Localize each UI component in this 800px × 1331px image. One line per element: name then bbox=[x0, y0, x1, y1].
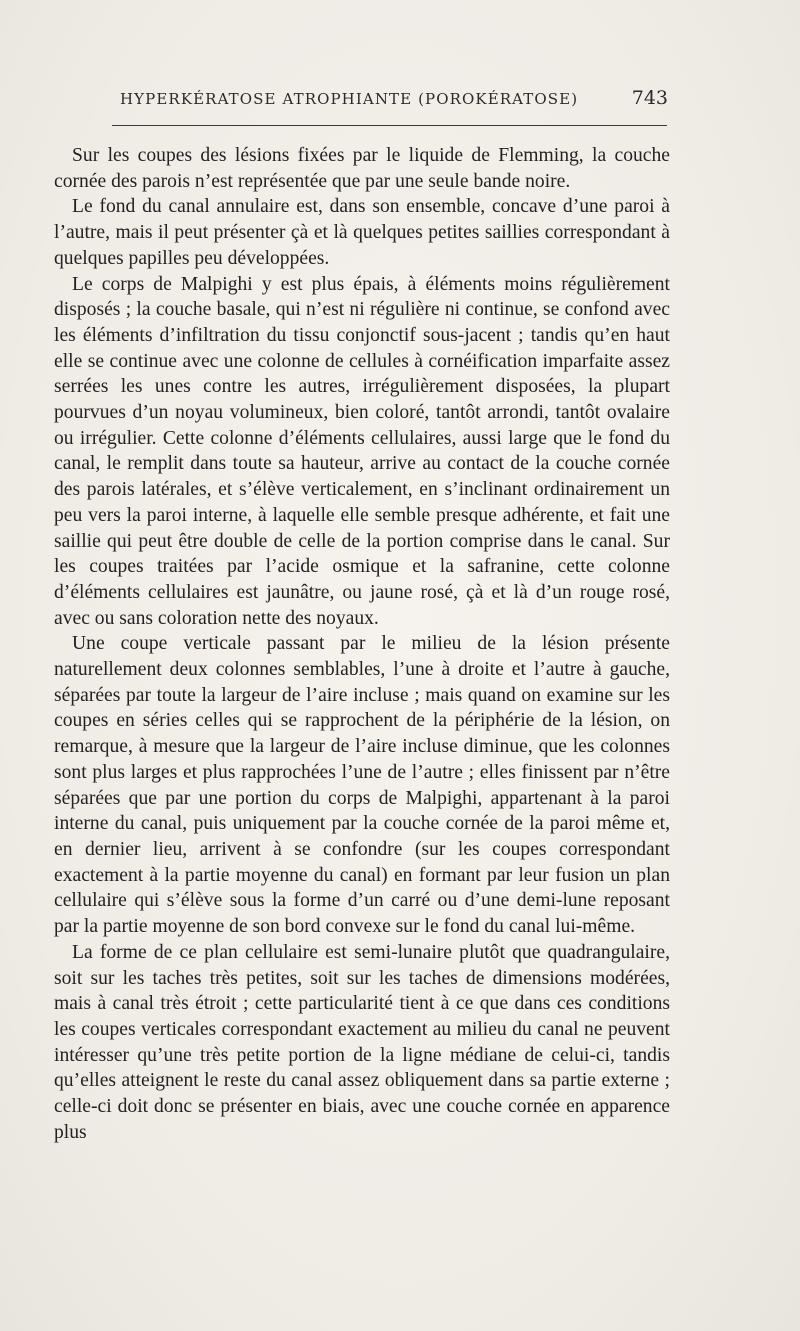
body-text bbox=[54, 143, 670, 1145]
paragraph-3: Le corps de Malpighi y est plus épais, à éléments moins régulièrement disposés ; la couche basale, qui n’est ni régulière ni continue, se confond avec les éléments d’infiltration du tissu conjonctif sous-jacent ; tandis qu’en haut elle se continue avec une colonne de cellules à cornéification imparfaite assez serrées les unes contre les autres, irrégulièrement disposées, la plupart pourvues d’un noyau volumineux, bien coloré, tantôt arrondi, tantôt ovalaire ou irrégulier. Cette colonne d’éléments cellulaires, aussi large que le fond du canal, le remplit dans toute sa hauteur, arrive au contact de la couche cornée des parois latérales, et s’élève verticalement, en s’inclinant ordinairement un peu vers la paroi interne, à laquelle elle semble presque adhérente, et fait une saillie qui peut être double de celle de la portion comprise dans le canal. Sur les coupes traitées par l’acide osmique et la safranine, cette colonne d’éléments cellulaires est jaunâtre, ou jaune rosé, çà et là d’un rouge rosé, avec ou sans coloration nette des noyaux. bbox=[54, 273, 670, 629]
paragraph-1: Sur les coupes des lésions fixées par le liquide de Flemming, la couche cornée des parois n’est représentée que par une seule bande noire. bbox=[54, 145, 670, 192]
paragraph-5: La forme de ce plan cellulaire est semi-lunaire plutôt que quadrangulaire, soit sur les taches très petites, soit sur les taches de dimensions modérées, mais à canal très étroit ; cette particularité tient à ce que dans ces conditions les coupes verticales correspondant exactement au milieu du canal ne peuvent intéresser qu’une très petite portion de la ligne médiane de celui-ci, tandis qu’elles atteignent le reste du canal assez obliquement dans sa partie externe ; celle-ci doit donc se présenter en biais, avec une couche cornée en apparence plus bbox=[54, 941, 670, 1143]
running-title: HYPERKÉRATOSE ATROPHIANTE (POROKÉRATOSE) bbox=[120, 90, 579, 108]
header-rule bbox=[112, 125, 667, 126]
page-number: 743 bbox=[631, 87, 668, 109]
paragraph-4: Une coupe verticale passant par le milieu de la lésion présente naturellement deux colonnes semblables, l’une à droite et l’autre à gauche, séparées par toute la largeur de l’aire incluse ; mais quand on examine sur les coupes en séries celles qui se rapprochent de la périphérie de la lésion, on remarque, à mesure que la largeur de l’aire incluse diminue, que les colonnes sont plus larges et plus rapprochées l’une de l’autre ; elles finissent par n’être séparées que par une portion du corps de Malpighi, appartenant à la paroi interne du canal, puis uniquement par la couche cornée de la paroi même et, en dernier lieu, arrivent à se confondre (sur les coupes correspondant exactement à la partie moyenne du canal) en formant par leur fusion un plan cellulaire qui s’élève sous la forme d’un carré ou d’une demi-lune reposant par la partie moyenne de son bord convexe sur le fond du canal lui-même. bbox=[54, 633, 670, 938]
paragraph-2: Le fond du canal annulaire est, dans son ensemble, concave d’une paroi à l’autre, mais il peut présenter çà et là quelques petites saillies correspondant à quelques papilles peu développées. bbox=[54, 196, 670, 269]
running-header bbox=[112, 86, 670, 114]
